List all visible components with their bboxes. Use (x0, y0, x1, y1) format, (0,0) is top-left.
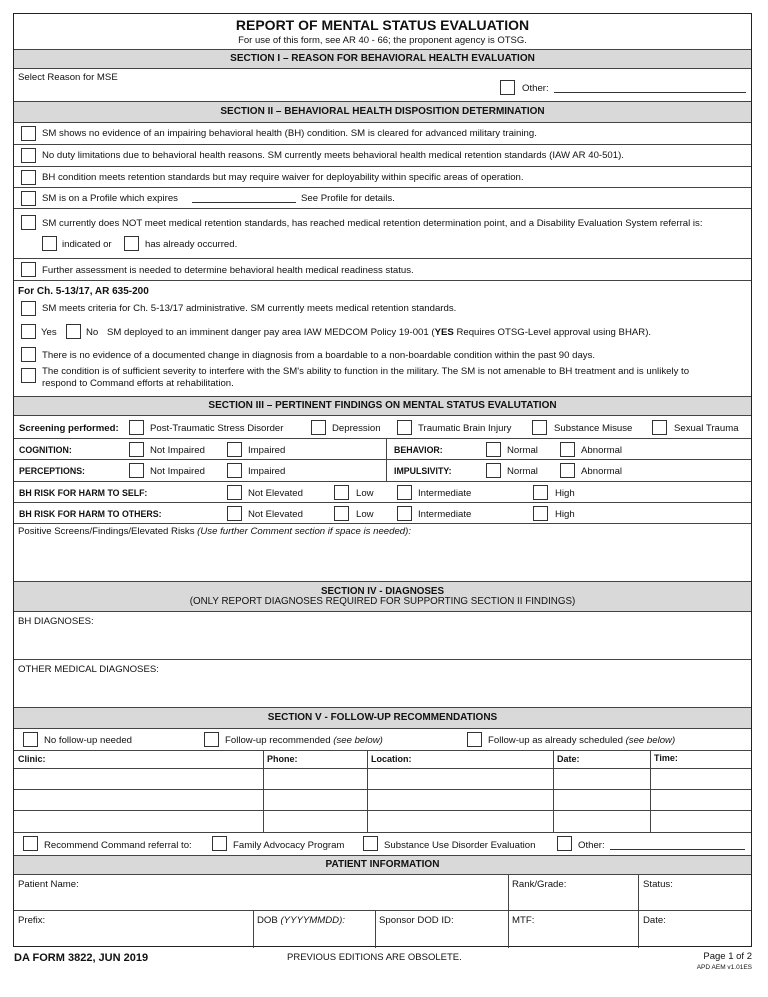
disposition-row-3 (14, 167, 751, 188)
mse-reason-label: Select Reason for MSE (18, 72, 118, 83)
behavior-normal-label: Normal (507, 445, 538, 456)
screen-depression-checkbox[interactable] (311, 420, 326, 435)
positive-screens-label (18, 526, 411, 537)
des-indicated-checkbox[interactable] (42, 236, 57, 251)
behavior-label: BEHAVIOR: (394, 445, 443, 455)
patient-divider-6 (638, 911, 639, 948)
risk-others-intermediate-checkbox[interactable] (397, 506, 412, 521)
positive-screens-box[interactable] (14, 524, 751, 582)
dob-format: (YYYYMMDD): (280, 915, 345, 926)
risk-others-low-checkbox[interactable] (334, 506, 349, 521)
screening-row (14, 416, 751, 439)
patient-row-2 (14, 911, 751, 948)
family-advocacy-label: Family Advocacy Program (233, 840, 345, 851)
chapter-1-checkbox[interactable] (21, 301, 36, 316)
screen-substance-checkbox[interactable] (532, 420, 547, 435)
chapter-4-label-line2: respond to Command efforts at rehabilitation. (42, 378, 234, 389)
cognition-not-impaired-label: Not Impaired (150, 445, 205, 456)
disposition-row-6 (14, 259, 751, 281)
risk-self-row (14, 482, 751, 503)
risk-self-low-checkbox[interactable] (334, 485, 349, 500)
behavior-normal-checkbox[interactable] (486, 442, 501, 457)
followup-scheduled-label (488, 735, 675, 746)
followup-scheduled-checkbox[interactable] (467, 732, 482, 747)
behavior-abnormal-checkbox[interactable] (560, 442, 575, 457)
risk-others-row (14, 503, 751, 524)
screen-substance-label: Substance Misuse (554, 423, 633, 434)
followup-recommended-note: (see below) (333, 735, 383, 746)
screen-tbi-label: Traumatic Brain Injury (418, 423, 512, 434)
risk-others-not-elevated-checkbox[interactable] (227, 506, 242, 521)
deployed-yes-emphasis: YES (434, 327, 454, 338)
chapter-3-label: There is no evidence of a documented change in diagnosis from a boardable to a non-boardable condition within the past 90 days. (42, 350, 596, 361)
perceptions-not-impaired-checkbox[interactable] (129, 463, 144, 478)
dob-text: DOB (257, 915, 281, 926)
des-indicated-label: indicated or (62, 239, 112, 250)
screen-trauma-checkbox[interactable] (652, 420, 667, 435)
deployed-yes-label: Yes (41, 327, 57, 338)
des-occurred-checkbox[interactable] (124, 236, 139, 251)
col-location-header: Location: (371, 754, 412, 764)
other-diagnoses-box[interactable] (14, 660, 751, 708)
risk-others-not-elevated-label: Not Elevated (248, 509, 303, 520)
col-phone-header: Phone: (267, 754, 298, 764)
substance-evaluation-label: Substance Use Disorder Evaluation (384, 840, 536, 851)
referral-other-checkbox[interactable] (557, 836, 572, 851)
section5-heading: SECTION V - FOLLOW-UP RECOMMENDATIONS (14, 708, 751, 729)
risk-others-intermediate-label: Intermediate (418, 509, 472, 520)
no-followup-label: No follow-up needed (44, 735, 133, 746)
form-number: DA FORM 3822, JUN 2019 (14, 952, 149, 964)
risk-self-high-checkbox[interactable] (533, 485, 548, 500)
mse-form (13, 13, 752, 947)
form-subtitle: For use of this form, see AR 40 - 66; the proponent agency is OTSG. (238, 35, 527, 46)
cognition-impaired-checkbox[interactable] (227, 442, 242, 457)
followup-options-row (14, 729, 751, 751)
followup-row-line-2 (14, 789, 751, 790)
deployed-label (107, 327, 651, 338)
version-label: APD AEM v1.01ES (696, 964, 752, 971)
followup-table (14, 751, 751, 833)
disposition-1-checkbox[interactable] (21, 126, 36, 141)
disposition-row-4 (14, 188, 751, 209)
chapter-heading: For Ch. 5-13/17, AR 635-200 (18, 286, 149, 297)
positive-screens-note: (Use further Comment section if space is needed): (197, 526, 411, 537)
screen-depression-label: Depression (332, 423, 381, 434)
risk-others-label: BH RISK FOR HARM TO OTHERS: (19, 509, 162, 519)
cognition-not-impaired-checkbox[interactable] (129, 442, 144, 457)
rank-grade-label: Rank/Grade: (512, 879, 567, 890)
screen-ptsd-checkbox[interactable] (129, 420, 144, 435)
referral-checkbox[interactable] (23, 836, 38, 851)
risk-self-label: BH RISK FOR HARM TO SELF: (19, 488, 148, 498)
chapter-4-label-line1: The condition is of sufficient severity to interfere with the SM's ability to function in the military. The SM is not amenable to BH treatment and is unlikely to (42, 366, 690, 377)
patient-divider-1 (508, 875, 509, 910)
profile-details-label: See Profile for details. (301, 193, 395, 204)
risk-self-intermediate-label: Intermediate (418, 488, 472, 499)
deployed-text: SM deployed to an imminent danger pay area IAW MEDCOM Policy 19-001 ( (107, 327, 435, 338)
reason-other-label: Other: (522, 83, 549, 94)
disposition-row-1 (14, 123, 751, 145)
form-title: REPORT OF MENTAL STATUS EVALUATION (235, 17, 530, 33)
cognition-impaired-label: Impaired (248, 445, 286, 456)
referral-other-field[interactable] (610, 840, 745, 850)
positive-screens-text: Positive Screens/Findings/Elevated Risks (18, 526, 195, 537)
deployed-no-label: No (86, 327, 99, 338)
risk-self-intermediate-checkbox[interactable] (397, 485, 412, 500)
risk-self-not-elevated-checkbox[interactable] (227, 485, 242, 500)
risk-self-high-label: High (555, 488, 575, 499)
followup-row-line-1 (14, 768, 751, 769)
section3-heading: SECTION III – PERTINENT FINDINGS ON MENTAL STATUS EVALUTATION (14, 397, 751, 416)
reason-other-field[interactable] (554, 83, 746, 93)
patient-divider-3 (253, 911, 254, 948)
col-date-header: Date: (557, 754, 580, 764)
reason-other-checkbox[interactable] (500, 80, 515, 95)
perceptions-not-impaired-label: Not Impaired (150, 466, 205, 477)
patient-name-label: Patient Name: (18, 879, 79, 890)
perceptions-label: PERCEPTIONS: (19, 466, 85, 476)
followup-scheduled-text: Follow-up as already scheduled (488, 735, 626, 746)
chapter-block (14, 281, 751, 397)
perceptions-impaired-checkbox[interactable] (227, 463, 242, 478)
screen-trauma-label: Sexual Trauma (674, 423, 739, 434)
des-referral-label: SM currently does NOT meet medical retention standards, has reached medical retention determination point, and a Disability Evaluation System referral is: (42, 218, 703, 229)
perceptions-divider (386, 460, 387, 481)
followup-col-divider-2 (367, 751, 368, 832)
referral-other-label: Other: (578, 840, 605, 851)
substance-evaluation-checkbox[interactable] (363, 836, 378, 851)
col-clinic-header: Clinic: (18, 754, 46, 764)
page-number: Page 1 of 2 (703, 951, 752, 962)
impulsivity-label: IMPULSIVITY: (394, 466, 452, 476)
chapter-3-checkbox[interactable] (21, 347, 36, 362)
followup-scheduled-note: (see below) (625, 735, 676, 746)
referral-label: Recommend Command referral to: (44, 840, 192, 851)
risk-self-low-label: Low (356, 488, 374, 499)
disposition-3-checkbox[interactable] (21, 170, 36, 185)
deployed-yes-checkbox[interactable] (21, 324, 36, 339)
disposition-2-label: No duty limitations due to behavioral health reasons. SM currently meets behavioral health medical retention standards (IAW AR 40-501). (42, 150, 624, 161)
section2-heading: SECTION II – BEHAVIORAL HEALTH DISPOSITION DETERMINATION (14, 102, 751, 123)
impulsivity-abnormal-checkbox[interactable] (560, 463, 575, 478)
disposition-4-checkbox[interactable] (21, 191, 36, 206)
followup-recommended-label (225, 735, 383, 746)
bh-diagnoses-box[interactable] (14, 612, 751, 660)
section1-heading: SECTION I – REASON FOR BEHAVIORAL HEALTH EVALUATION (14, 50, 751, 69)
des-occurred-label: has already occurred. (145, 239, 238, 250)
cognition-row (14, 439, 751, 460)
col-time-header: Time: (654, 753, 678, 763)
chapter-4-checkbox[interactable] (21, 368, 36, 383)
section4-title: SECTION IV - DIAGNOSES (320, 586, 445, 597)
prefix-label: Prefix: (18, 915, 46, 926)
patient-row-1 (14, 875, 751, 911)
perceptions-impaired-label: Impaired (248, 466, 286, 477)
referral-row (14, 833, 751, 856)
mtf-label: MTF: (512, 915, 535, 926)
other-diagnoses-label: OTHER MEDICAL DIAGNOSES: (18, 664, 159, 675)
deployed-no-checkbox[interactable] (66, 324, 81, 339)
profile-expiry-field[interactable] (192, 193, 296, 203)
patient-heading: PATIENT INFORMATION (14, 856, 751, 875)
disposition-row-5 (14, 209, 751, 259)
obsolete-notice: PREVIOUS EDITIONS ARE OBSOLETE. (287, 952, 462, 963)
disposition-1-label: SM shows no evidence of an impairing behavioral health (BH) condition. SM is cleared for advanced military training. (42, 128, 537, 139)
risk-others-low-label: Low (356, 509, 374, 520)
cognition-label: COGNITION: (19, 445, 72, 455)
section1-body (14, 69, 751, 102)
disposition-row-2 (14, 145, 751, 167)
profile-label: SM is on a Profile which expires (42, 193, 178, 204)
risk-self-not-elevated-label: Not Elevated (248, 488, 303, 499)
status-label: Status: (643, 879, 673, 890)
form-header (14, 14, 751, 50)
screening-label: Screening performed: (19, 423, 119, 434)
followup-col-divider-1 (263, 751, 264, 832)
disposition-6-checkbox[interactable] (21, 262, 36, 277)
risk-others-high-checkbox[interactable] (533, 506, 548, 521)
risk-others-high-label: High (555, 509, 575, 520)
patient-date-label: Date: (643, 915, 666, 926)
followup-col-divider-4 (650, 751, 651, 832)
section4-subtitle: (ONLY REPORT DIAGNOSES REQUIRED FOR SUPPORTING SECTION II FINDINGS) (189, 596, 576, 607)
bh-diagnoses-label: BH DIAGNOSES: (18, 616, 94, 627)
patient-divider-5 (508, 911, 509, 948)
impulsivity-abnormal-label: Abnormal (581, 466, 623, 477)
followup-row-line-3 (14, 810, 751, 811)
impulsivity-normal-checkbox[interactable] (486, 463, 501, 478)
followup-recommended-checkbox[interactable] (204, 732, 219, 747)
screen-ptsd-label: Post-Traumatic Stress Disorder (150, 423, 284, 434)
disposition-6-label: Further assessment is needed to determine behavioral health medical readiness status. (42, 265, 414, 276)
family-advocacy-checkbox[interactable] (212, 836, 227, 851)
behavior-abnormal-label: Abnormal (581, 445, 623, 456)
sponsor-id-label: Sponsor DOD ID: (379, 915, 454, 926)
disposition-2-checkbox[interactable] (21, 148, 36, 163)
disposition-3-label: BH condition meets retention standards but may require waiver for deployability within specific areas of operation. (42, 172, 524, 183)
disposition-5-checkbox[interactable] (21, 215, 36, 230)
dob-label (257, 915, 345, 926)
followup-recommended-text: Follow-up recommended (225, 735, 334, 746)
chapter-1-label: SM meets criteria for Ch. 5-13/17 administrative. SM currently meets medical retention standards. (42, 303, 457, 314)
deployed-text-end: Requires OTSG-Level approval using BHAR). (453, 327, 652, 338)
section4-heading (14, 582, 751, 612)
patient-divider-2 (638, 875, 639, 910)
perceptions-row (14, 460, 751, 482)
impulsivity-normal-label: Normal (507, 466, 538, 477)
screen-tbi-checkbox[interactable] (397, 420, 412, 435)
cognition-divider (386, 439, 387, 459)
no-followup-checkbox[interactable] (23, 732, 38, 747)
followup-col-divider-3 (553, 751, 554, 832)
patient-divider-4 (375, 911, 376, 948)
